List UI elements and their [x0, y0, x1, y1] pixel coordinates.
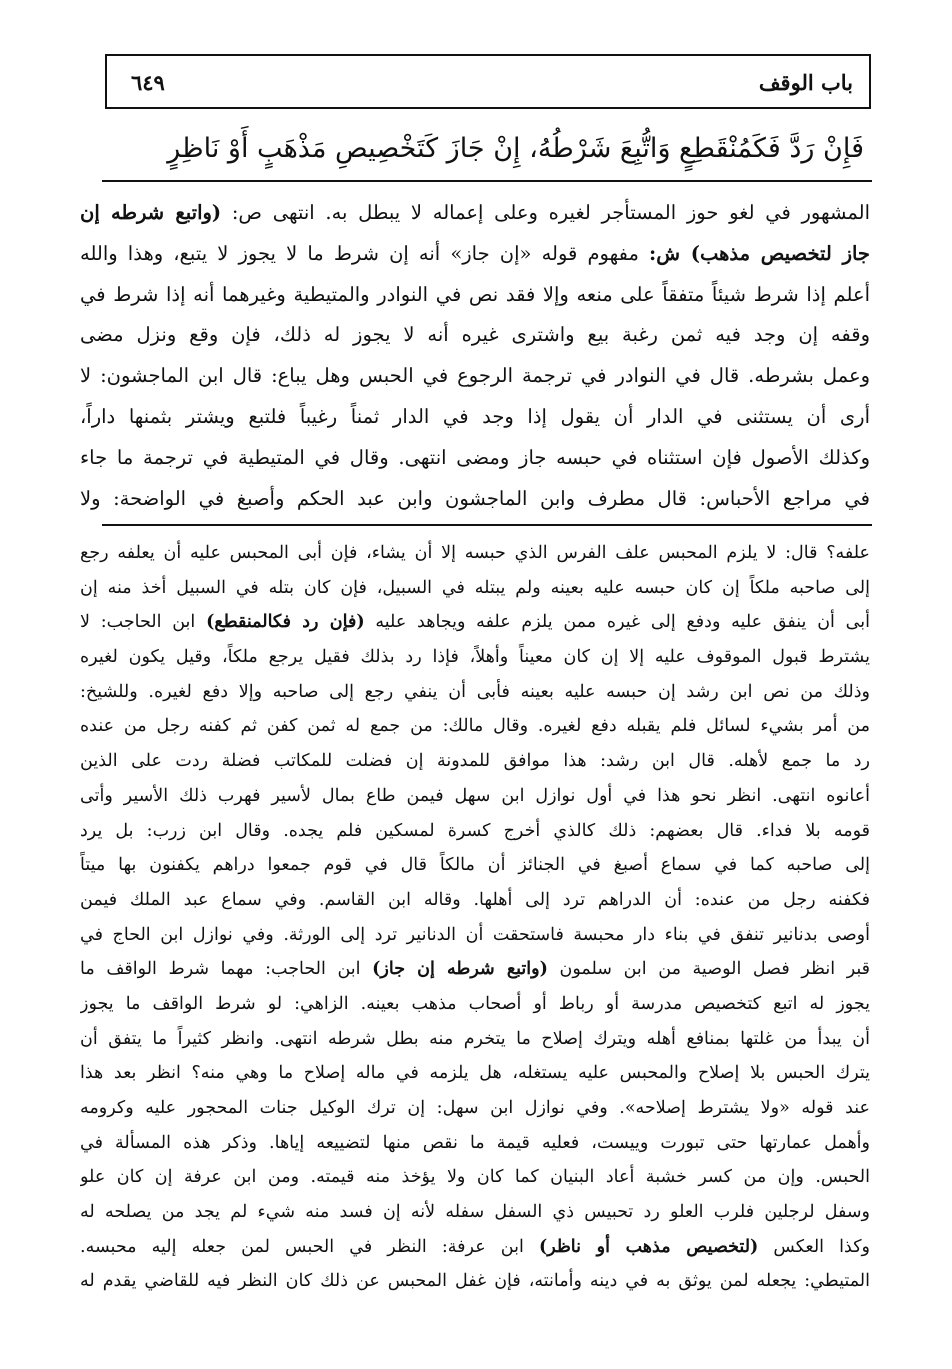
footnote-line — [80, 883, 870, 918]
footnote-line — [80, 571, 870, 606]
text-segment: المشهور في لغو حوز المستأجر لغيره وعلى إعماله لا يبطل به. انتهى ص: — [221, 201, 870, 224]
footnote-line — [80, 605, 870, 640]
text-segment: علفه؟ قال: لا يلزم المحبس علف الفرس الذي حبسه إلا أن يشاء، فإن أبى المحبس عليه أن يعلفه رجع — [80, 543, 870, 563]
footnote-line — [80, 779, 870, 814]
text-segment: وسفل لرجلين فلرب العلو رد تحبيس ذي السفل سفله لأنه إن فسد منه شيء لم يجد من يصلحه له — [80, 1202, 870, 1223]
text-segment: عند قوله «ولا يشترط إصلاحه». وفي نوازل ابن سهل: إن ترك الوكيل جنات المحجور عليه وكرومه — [80, 1098, 870, 1118]
text-segment: أبى أن ينفق عليه ودفع إلى غيره ممن يلزم علفه ويجاهد عليه — [364, 612, 870, 633]
footnote-line — [80, 814, 870, 849]
commentary-line — [80, 234, 870, 275]
text-segment: وقفه إن وجد فيه ثمن رغبة بيع واشترى غيره أنه لا يجوز له ذلك، فإن وقع ونزل مضى — [80, 323, 870, 347]
footnote-line — [80, 709, 870, 744]
text-segment: أعلم إذا شرط شيئاً متفقاً على منعه وإلا فقد نص في النوادر والمتيطية وغيرهما أنه إذا شرط في — [80, 282, 870, 306]
commentary-line — [80, 479, 870, 520]
text-segment: في مراجع الأحباس: قال مطرف وابن الماجشون وابن عبد الحكم وأصبغ في الواضحة: ولا — [80, 486, 870, 510]
text-segment: يجوز له اتبع كتخصيص مدرسة أو رباط أو أصحاب مذهب بعينه. الزاهي: لو شرط الواقف ما يجوز — [80, 993, 870, 1014]
footnote-line — [80, 848, 870, 883]
footnote-line — [80, 1056, 870, 1091]
page-number: ٦٤٩ — [131, 70, 165, 95]
text-segment: إلى صاحبه ملكاً إن كان حبسه عليه بعينه ولم يبتله في السبيل، فإن كان بتله في السبيل أخذ منه إن — [80, 577, 870, 598]
text-segment: وعمل بشرطه. قال في النوادر في ترجمة الرجوع في الحبس وهل يباع: قال ابن الماجشون: لا — [80, 364, 870, 388]
commentary-line — [80, 438, 870, 479]
footnote-line — [80, 1126, 870, 1161]
text-segment: أن يبدأ من غلتها بمنافع أهله ويترك إصلاح ما يتخرم منه بطل شرطه انتهى. وانظر كثيراً ما يتفق أن — [80, 1028, 870, 1049]
footnote-line — [80, 1195, 870, 1230]
commentary-line — [80, 193, 870, 234]
chapter-title: باب الوقف — [758, 70, 853, 95]
footnote-line — [80, 987, 870, 1022]
footnotes-text — [80, 536, 870, 1299]
footnote-line — [80, 675, 870, 710]
text-segment: الحبس. وإن من كسر خشبة أعاد البنيان كما كان ولا يؤخذ منه قيمته. ومن ابن عرفة إن كان علو — [80, 1167, 870, 1188]
text-segment: أرى أن يستثنى في الدار أن يقول إذا وجد في الدار ثمناً رغيباً فلتبع ويشتر بثمنها داراً، — [80, 404, 870, 428]
bold-quote: (فإن رد فكالمنقطع) — [206, 612, 365, 633]
text-segment: يشترط قبول الموقوف عليه إلا إن كان معيناً وأهلاً، فإذا رد بذلك فقيل يرجع ملكاً، وقيل يكون لغيره — [80, 647, 870, 668]
footnote-line — [80, 744, 870, 779]
text-segment: ابن عرفة: النظر في الحبس لمن جعله إليه محبسه. — [80, 1236, 539, 1257]
text-segment: ابن الحاجب: لا — [80, 612, 207, 633]
matn-verse: فَإِنْ رَدَّ فَكَمُنْقَطِعٍ وَاتُّبِعَ شَرْطُهُ، إِنْ جَازَ كَتَخْصِيصِ مَذْهَبٍ أَوْ نَاظِرٍ — [167, 133, 864, 164]
text-segment: قبر انظر فصل الوصية من ابن سلمون — [547, 959, 870, 980]
footnote-line — [80, 1160, 870, 1195]
text-segment: وكذلك الأصول فإن استثناه في حبسه جاز ومضى انتهى. وقال في المتيطية في ترجمة ما جاء — [80, 445, 870, 469]
text-segment: قومه بلا فداء. قال بعضهم: ذلك كالذي أخرج كسرة لمسكين فلم يجده. وقال ابن زرب: بل يرد — [80, 820, 870, 841]
footnote-line — [80, 1022, 870, 1057]
text-segment: فكفنه رجل من عنده: أن الدراهم ترد إلى أهلها. وقاله ابن القاسم. وفي سماع عبد الملك فيمن — [80, 889, 870, 910]
commentary-line — [80, 315, 870, 356]
bold-quote: (واتبع شرطه إن — [80, 201, 222, 224]
bold-quote: جاز لتخصيص مذهب) ش: — [649, 241, 870, 265]
footnote-line — [80, 1091, 870, 1126]
divider-top — [102, 180, 872, 182]
text-segment: إلى صاحبه كما في سماع أصبغ في الجنائز أن مالكاً قال في قوم جمعوا دراهم يكفنون بها ميتاً — [80, 855, 870, 876]
text-segment: وذلك من نص ابن رشد إن حبسه عليه بعينه فأبى أن ينفي رجع إلى صاحبه وإلا دفع لغيره. وللشيخ: — [80, 681, 870, 702]
text-segment: من أمر بشيء لسائل فلم يقبله دفع لغيره. وقال مالك: من جمع له ثمن كفن ثم كفنه رجل من عنده — [80, 716, 870, 737]
footnote-line — [80, 640, 870, 675]
footnote-line — [80, 1230, 870, 1265]
text-segment: يترك الحبس بلا إصلاح والمحبس عليه يستغله، هل يلزمه في ماله إصلاح ما وهي منه؟ انظر بعد هذا — [80, 1063, 870, 1084]
text-segment: وأهمل عمارتها حتى تبورت وييست، فعليه قيمة ما نقص منها لتضييعه إياها. وذكر هذه المسألة في — [80, 1132, 870, 1153]
divider-footnotes — [102, 524, 872, 526]
text-segment: المتيطي: يجعله لمن يوثق به في دينه وأمانته، فإن غفل المحبس عن ذلك كان النظر فيه للقاضي يقدم له — [80, 1271, 870, 1292]
bold-quote: (لتخصيص مذهب أو ناظر) — [538, 1236, 759, 1257]
commentary-line — [80, 356, 870, 397]
commentary-line — [80, 397, 870, 438]
footnote-line — [80, 536, 870, 571]
text-segment: ابن الحاجب: مهما شرط الواقف ما — [80, 959, 373, 980]
text-segment: أوصى بدنانير تنفق في بناء دار محبسة فاستحقت أن الدنانير ترد إلى الورثة. وفي نوازل ابن الحاج في — [80, 924, 870, 945]
page-header — [105, 54, 871, 109]
text-segment: رد ما جمع لأهله. قال ابن رشد: هذا موافق للمدونة إن فضلت للمكاتب فضلة ردت على الذين — [80, 751, 870, 772]
text-segment: وكذا العكس — [758, 1236, 870, 1257]
commentary-text — [80, 193, 870, 519]
bold-quote: (واتبع شرطه إن جاز) — [372, 959, 548, 980]
footnote-line — [80, 1264, 870, 1299]
text-segment: أعانوه انتهى. انظر نحو هذا في أول نوازل ابن سهل فيمن طاع بمال لأسير فهرب ذلك الأسير وأتى — [80, 785, 870, 806]
commentary-line — [80, 275, 870, 316]
text-segment: مفهوم قوله «إن جاز» أنه إن شرط ما لا يجوز لا يتبع، وهذا والله — [80, 241, 650, 265]
footnote-line — [80, 952, 870, 987]
footnote-line — [80, 918, 870, 953]
